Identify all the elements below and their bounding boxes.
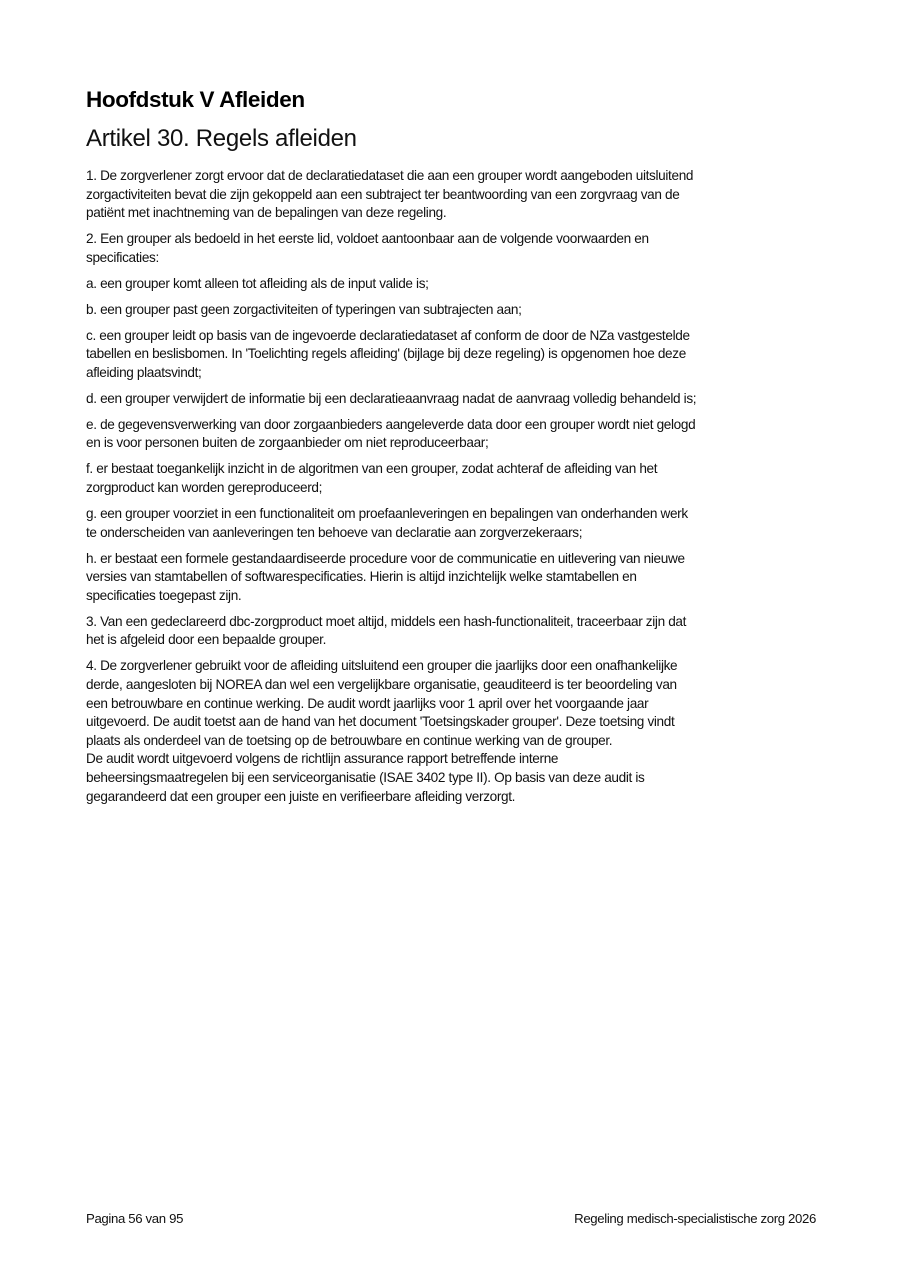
paragraph-lid-3: [86, 613, 816, 650]
paragraph-item-a: [86, 275, 816, 294]
paragraph-line: b. een grouper past geen zorgactiviteiten of typeringen van subtrajecten aan;: [86, 301, 522, 317]
paragraph-line: zorgproduct kan worden gereproduceerd;: [86, 480, 323, 496]
paragraph-line: afleiding plaatsvindt;: [86, 364, 202, 380]
paragraph-line: patiënt met inachtneming van de bepalingen van deze regeling.: [86, 205, 447, 221]
paragraph-line: a. een grouper komt alleen tot afleiding als de input valide is;: [86, 275, 429, 291]
paragraph-line: tabellen en beslisbomen. In 'Toelichting regels afleiding' (bijlage bij deze regeling) is opgenomen hoe deze: [86, 346, 686, 362]
paragraph-line: het is afgeleid door een bepaalde grouper.: [86, 632, 327, 648]
paragraph-item-h: [86, 550, 816, 606]
article-body: [86, 167, 816, 806]
paragraph-lid-2: [86, 230, 816, 267]
chapter-title: Hoofdstuk V Afleiden: [86, 87, 305, 112]
paragraph-line: zorgactiviteiten bevat die zijn gekoppeld aan een subtraject ter beantwoording van een zorgvraag van de: [86, 186, 680, 202]
paragraph-line: 3. Van een gedeclareerd dbc-zorgproduct moet altijd, middels een hash-functionaliteit, traceerbaar zijn dat: [86, 613, 687, 629]
document-title: Regeling medisch-specialistische zorg 2026: [574, 1211, 816, 1226]
paragraph-line: plaats als onderdeel van de toetsing op de betrouwbare en continue werking van de grouper.: [86, 732, 613, 748]
paragraph-item-e: [86, 416, 816, 453]
paragraph-line: en is voor personen buiten de zorgaanbieder om niet reproduceerbaar;: [86, 435, 489, 451]
paragraph-line: c. een grouper leidt op basis van de ingevoerde declaratiedataset af conform de door de NZa vastgestelde: [86, 327, 690, 343]
paragraph-line: gegarandeerd dat een grouper een juiste en verifieerbare afleiding verzorgt.: [86, 788, 516, 804]
paragraph-item-b: [86, 301, 816, 320]
paragraph-line: versies van stamtabellen of softwarespecificaties. Hierin is altijd inzichtelijk welke stamtabellen en: [86, 569, 637, 585]
paragraph-item-d: [86, 390, 816, 409]
paragraph-line: uitgevoerd. De audit toetst aan de hand van het document 'Toetsingskader grouper'. Deze toetsing vindt: [86, 714, 675, 730]
paragraph-line: 2. Een grouper als bedoeld in het eerste lid, voldoet aantoonbaar aan de volgende voorwaarden en: [86, 231, 649, 247]
paragraph-line: g. een grouper voorziet in een functionaliteit om proefaanleveringen en bepalingen van onderhanden werk: [86, 506, 688, 522]
paragraph-line: te onderscheiden van aanleveringen ten behoeve van declaratie aan zorgverzekeraars;: [86, 524, 583, 540]
page-footer: [86, 1211, 816, 1231]
paragraph-line: specificaties toegepast zijn.: [86, 587, 242, 603]
paragraph-line: 1. De zorgverlener zorgt ervoor dat de declaratiedataset die aan een grouper wordt aangeboden uitsluitend: [86, 168, 694, 183]
paragraph-line: f. er bestaat toegankelijk inzicht in de algoritmen van een grouper, zodat achteraf de afleiding van het: [86, 461, 658, 477]
paragraph-item-g: [86, 505, 816, 542]
paragraph-line: een betrouwbare en continue werking. De audit wordt jaarlijks voor 1 april over het voorgaande jaar: [86, 695, 649, 711]
paragraph-item-c: [86, 327, 816, 383]
paragraph-line: specificaties:: [86, 249, 159, 265]
paragraph-line: h. er bestaat een formele gestandaardiseerde procedure voor de communicatie en uitlevering van nieuwe: [86, 550, 685, 566]
paragraph-lid-4: [86, 657, 816, 806]
paragraph-line: derde, aangesloten bij NOREA dan wel een vergelijkbare organisatie, geauditeerd is ter beoordeling van: [86, 676, 677, 692]
paragraph-lid-1: [86, 167, 816, 223]
page-number: Pagina 56 van 95: [86, 1211, 184, 1226]
article-title: Artikel 30. Regels afleiden: [86, 125, 357, 152]
paragraph-line: beheersingsmaatregelen bij een serviceorganisatie (ISAE 3402 type II). Op basis van deze audit is: [86, 769, 645, 785]
paragraph-item-f: [86, 460, 816, 497]
paragraph-line: d. een grouper verwijdert de informatie bij een declaratieaanvraag nadat de aanvraag volledig behandeld is;: [86, 390, 697, 406]
paragraph-line: 4. De zorgverlener gebruikt voor de afleiding uitsluitend een grouper die jaarlijks door een onafhankelijke: [86, 658, 678, 674]
paragraph-line: De audit wordt uitgevoerd volgens de richtlijn assurance rapport betreffende interne: [86, 751, 559, 767]
paragraph-line: e. de gegevensverwerking van door zorgaanbieders aangeleverde data door een grouper wordt niet gelogd: [86, 416, 696, 432]
page-content: [86, 86, 816, 814]
